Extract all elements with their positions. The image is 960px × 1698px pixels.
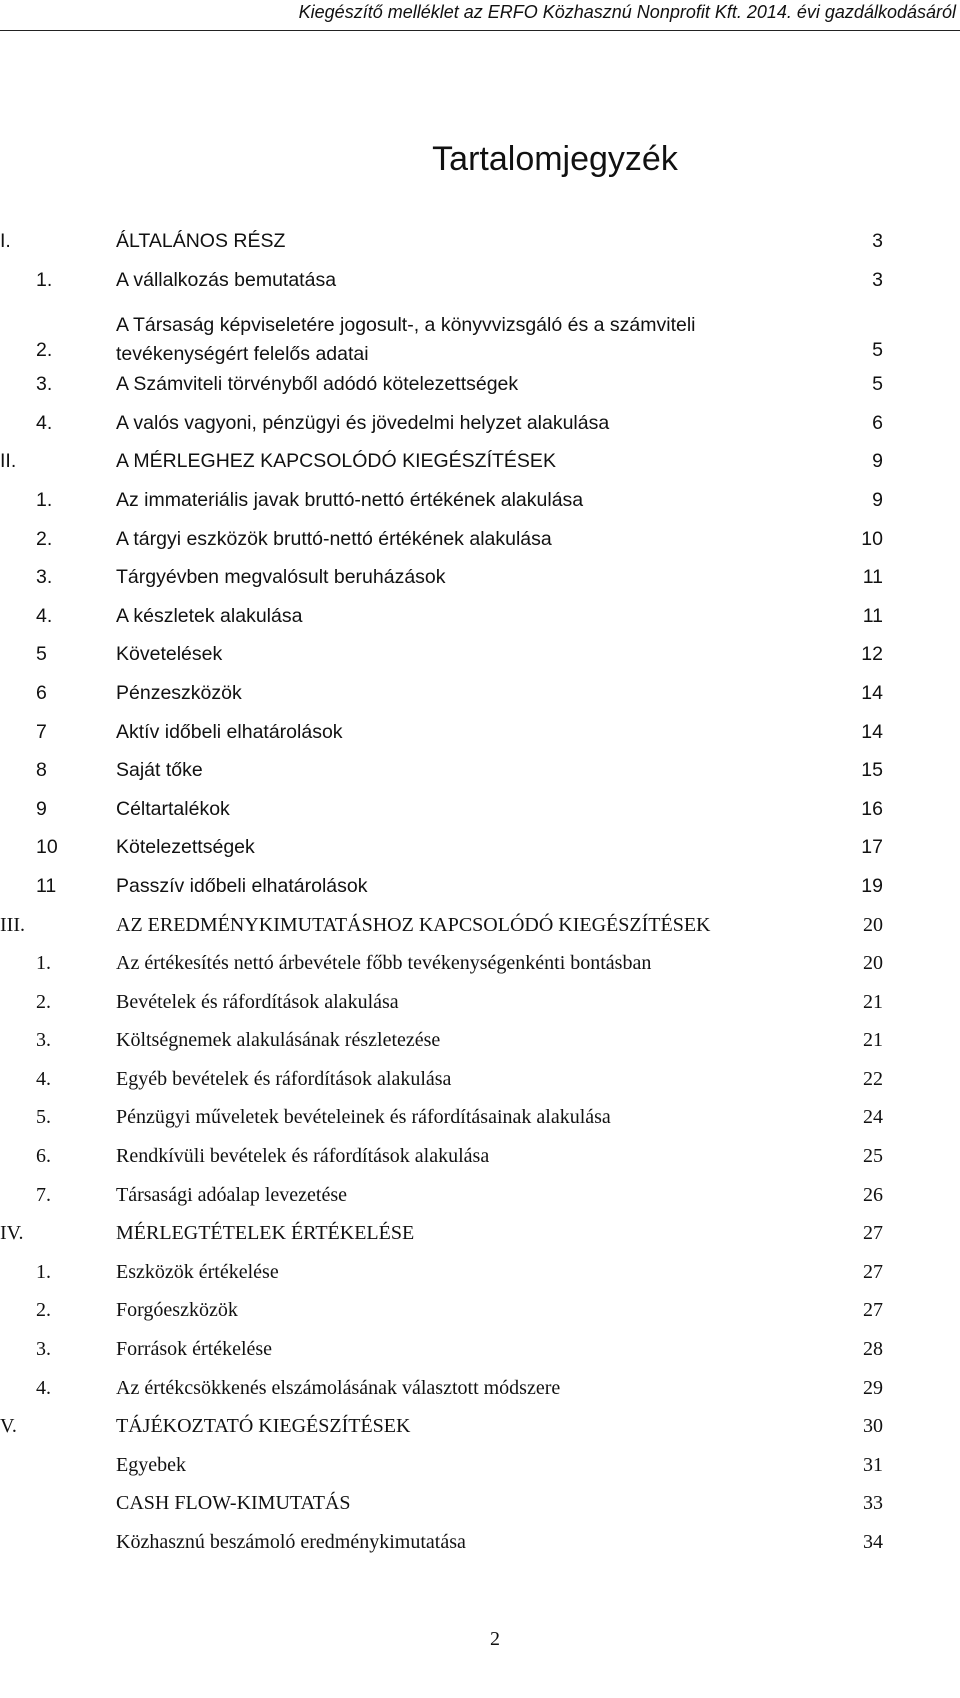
toc-title: Tárgyévben megvalósult beruházások: [116, 566, 446, 589]
page-title: Tartalomjegyzék: [432, 140, 678, 178]
toc-page: 3: [872, 230, 883, 252]
toc-entry[interactable]: [0, 442, 960, 481]
page-header: [0, 0, 960, 31]
toc-entry[interactable]: [0, 790, 960, 829]
toc-entry[interactable]: [0, 635, 960, 674]
toc-title: A készletek alakulása: [116, 604, 303, 627]
toc-entry[interactable]: [0, 222, 960, 261]
toc-entry[interactable]: [0, 751, 960, 790]
toc-title: Az értékesítés nettó árbevétele főbb tevékenységenkénti bontásban: [116, 952, 652, 975]
toc-number: 3.: [36, 1029, 51, 1052]
toc-title: Forgóeszközök: [116, 1299, 238, 1322]
toc-title: Társasági adóalap levezetése: [116, 1183, 347, 1206]
toc-number: 1.: [36, 952, 51, 975]
toc-title: A vállalkozás bemutatása: [116, 268, 337, 291]
toc-entry[interactable]: [0, 1176, 960, 1215]
toc-entry[interactable]: [0, 867, 960, 906]
toc-page: 20: [863, 913, 883, 936]
toc-title: Aktív időbeli elhatárolások: [116, 720, 343, 743]
toc-page: 27: [863, 1260, 883, 1283]
toc-entry[interactable]: [0, 713, 960, 752]
toc-entry[interactable]: [0, 1407, 960, 1446]
toc-number: 4.: [36, 604, 53, 627]
toc-page: 12: [861, 643, 883, 666]
toc-title: MÉRLEGTÉTELEK ÉRTÉKELÉSE: [116, 1222, 415, 1245]
toc-entry[interactable]: [0, 404, 960, 443]
toc-title: Pénzügyi műveletek bevételeinek és ráfordításainak alakulása: [116, 1106, 611, 1129]
toc-title: Saját tőke: [116, 759, 203, 782]
toc-number: 4.: [36, 1067, 51, 1090]
toc-number: 1.: [36, 488, 53, 511]
toc-entry[interactable]: [0, 299, 960, 365]
toc-entry[interactable]: [0, 365, 960, 404]
toc-title: Az immateriális javak bruttó-nettó értékének alakulása: [116, 488, 584, 511]
toc-number: 4.: [36, 411, 53, 434]
toc-number: 1.: [36, 1260, 51, 1283]
toc-title: Kötelezettségek: [116, 836, 255, 859]
toc-entry[interactable]: [0, 906, 960, 945]
toc-entry[interactable]: [0, 597, 960, 636]
toc-number: 4.: [36, 1376, 51, 1399]
toc-title: Az értékcsökkenés elszámolásának választott módszere: [116, 1376, 561, 1399]
toc-title: Egyéb bevételek és ráfordítások alakulása: [116, 1067, 452, 1090]
toc-number: 2.: [36, 527, 53, 550]
toc-page: 28: [863, 1338, 883, 1361]
toc-page: 21: [863, 990, 883, 1013]
toc-number: 8: [36, 759, 47, 782]
toc-number: V.: [0, 1415, 17, 1438]
toc-number: 2.: [36, 1299, 51, 1322]
toc-entry[interactable]: [0, 1021, 960, 1060]
toc-number: 1.: [36, 268, 53, 291]
toc-title: Források értékelése: [116, 1338, 273, 1361]
toc-title: Céltartalékok: [116, 797, 230, 820]
toc-title: Rendkívüli bevételek és ráfordítások alakulása: [116, 1145, 490, 1168]
toc-page: 31: [863, 1453, 883, 1476]
toc-page: 14: [861, 720, 883, 743]
toc-number: IV.: [0, 1222, 24, 1245]
toc-number: II.: [0, 450, 17, 473]
toc-page: 33: [863, 1492, 883, 1515]
toc-title: TÁJÉKOZTATÓ KIEGÉSZÍTÉSEK: [116, 1415, 411, 1438]
toc-entry[interactable]: [0, 520, 960, 559]
toc-number: 7.: [36, 1183, 51, 1206]
toc-page: 9: [872, 450, 883, 473]
toc-entry[interactable]: [0, 983, 960, 1022]
toc-page: 30: [863, 1415, 883, 1438]
toc-number: 6: [36, 681, 47, 704]
toc-number: 2.: [36, 339, 53, 362]
toc-number: III.: [0, 913, 25, 936]
toc-page: 21: [863, 1029, 883, 1052]
toc-entry[interactable]: [0, 944, 960, 983]
toc-title: A valós vagyoni, pénzügyi és jövedelmi helyzet alakulása: [116, 411, 610, 434]
toc-page: 27: [863, 1299, 883, 1322]
toc-number: 6.: [36, 1145, 51, 1168]
toc-number: 11: [36, 874, 57, 897]
toc-page: 9: [872, 488, 883, 511]
toc-page: 17: [861, 836, 883, 859]
toc-page: 22: [863, 1067, 883, 1090]
toc-entry[interactable]: [0, 828, 960, 867]
toc-entry[interactable]: [0, 1369, 960, 1408]
toc-page: 5: [872, 339, 883, 362]
toc-page: 27: [863, 1222, 883, 1245]
toc-title: A tárgyi eszközök bruttó-nettó értékének alakulása: [116, 527, 552, 550]
toc-entry[interactable]: [0, 1523, 960, 1562]
header-text: Kiegészítő melléklet az ERFO Közhasznú Nonprofit Kft. 2014. évi gazdálkodásáról: [298, 2, 956, 22]
toc-title: Költségnemek alakulásának részletezése: [116, 1029, 441, 1052]
toc-page: 11: [862, 566, 883, 589]
toc-page: 24: [863, 1106, 883, 1129]
toc-title: A MÉRLEGHEZ KAPCSOLÓDÓ KIEGÉSZÍTÉSEK: [116, 450, 556, 473]
toc-title: A Számviteli törvényből adódó kötelezettségek: [116, 373, 519, 396]
toc-number: 5.: [36, 1106, 51, 1129]
toc-page: 29: [863, 1376, 883, 1399]
toc-title: ÁLTALÁNOS RÉSZ: [116, 230, 286, 252]
toc-page: 14: [861, 681, 883, 704]
toc-entry[interactable]: [0, 481, 960, 520]
toc-title: AZ EREDMÉNYKIMUTATÁSHOZ KAPCSOLÓDÓ KIEGÉSZÍTÉSEK: [116, 913, 711, 936]
toc-page: 26: [863, 1183, 883, 1206]
toc-page: 6: [872, 411, 883, 434]
toc-title: Passzív időbeli elhatárolások: [116, 874, 368, 897]
toc-entry[interactable]: [0, 1137, 960, 1176]
toc-title: Eszközök értékelése: [116, 1260, 279, 1283]
toc-entry[interactable]: [0, 674, 960, 713]
toc-number: 3.: [36, 373, 53, 396]
toc-title: Követelések: [116, 643, 223, 666]
toc-number: I.: [0, 230, 11, 252]
toc-title: Közhasznú beszámoló eredménykimutatása: [116, 1531, 466, 1553]
toc-page: 3: [872, 268, 883, 291]
toc-page: 10: [861, 527, 883, 550]
toc-page: 34: [863, 1531, 883, 1553]
toc-number: 2.: [36, 990, 51, 1013]
toc-number: 5: [36, 643, 47, 666]
toc-page: 15: [861, 759, 883, 782]
toc-page: 16: [861, 797, 883, 820]
toc-number: 3.: [36, 566, 53, 589]
toc-title: Egyebek: [116, 1453, 186, 1476]
toc-title: Bevételek és ráfordítások alakulása: [116, 990, 399, 1013]
toc-title: CASH FLOW-KIMUTATÁS: [116, 1492, 351, 1515]
toc-entry[interactable]: [0, 1253, 960, 1292]
page-number: 2: [490, 1628, 500, 1650]
toc-page: 19: [861, 874, 883, 897]
toc-entry[interactable]: [0, 261, 960, 300]
table-of-contents: [0, 222, 960, 1562]
toc-title: A Társaság képviseletére jogosult-, a könyvvizsgáló és a számviteli tevékenységért felelős adatai: [116, 314, 696, 366]
toc-title: Pénzeszközök: [116, 681, 242, 704]
toc-number: 9: [36, 797, 47, 820]
toc-entry[interactable]: [0, 1098, 960, 1137]
toc-number: 10: [36, 836, 58, 859]
toc-page: 5: [872, 373, 883, 396]
toc-number: 7: [36, 720, 47, 743]
toc-entry[interactable]: [0, 1214, 960, 1253]
toc-entry[interactable]: [0, 558, 960, 597]
toc-page: 20: [863, 952, 883, 975]
toc-entry[interactable]: [0, 1060, 960, 1099]
toc-page: 25: [863, 1145, 883, 1168]
toc-page: 11: [862, 604, 883, 627]
toc-entry[interactable]: [0, 1291, 960, 1330]
toc-number: 3.: [36, 1338, 51, 1361]
toc-entry[interactable]: [0, 1330, 960, 1369]
toc-entry[interactable]: [0, 1446, 960, 1485]
toc-entry[interactable]: [0, 1484, 960, 1523]
